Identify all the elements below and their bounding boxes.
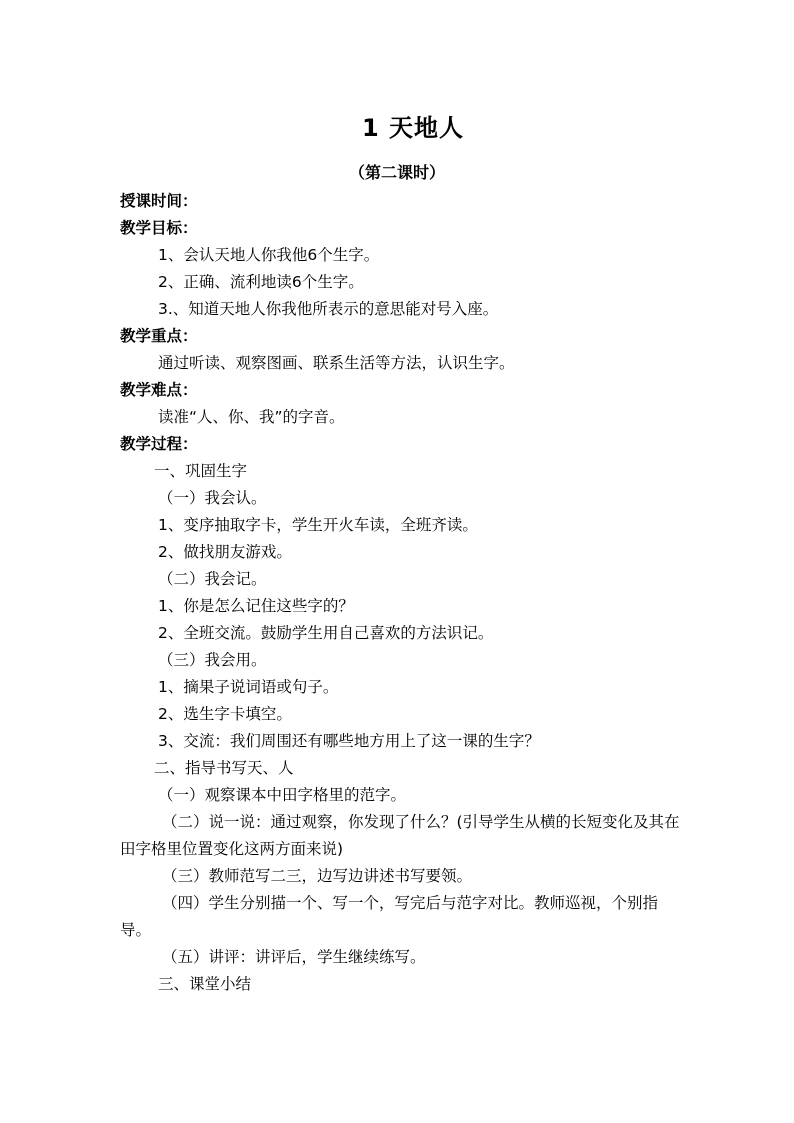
process-subheading: （三）我会用。	[158, 651, 267, 669]
lesson-body	[120, 188, 685, 998]
teaching-time-label: 授课时间：	[120, 192, 198, 210]
teaching-goals-label: 教学目标：	[120, 219, 198, 237]
key-points-text: 通过听读、观察图画、联系生活等方法，认识生字。	[158, 354, 515, 372]
difficulties-text: 读准“人、你、我”的字音。	[158, 408, 345, 426]
process-section-heading: 三、课堂小结	[158, 975, 252, 993]
process-subheading: （一）观察课本中田字格里的范字。	[158, 786, 407, 804]
lesson-subtitle: （第二课时）	[348, 163, 445, 182]
process-step: 2、全班交流。鼓励学生用自己喜欢的方法识记。	[158, 624, 494, 642]
process-step: 2、做找朋友游戏。	[158, 543, 292, 561]
process-step: 1、摘果子说词语或句子。	[158, 678, 339, 696]
goal-item: 2、正确、流利地读6个生字。	[158, 273, 364, 291]
process-subheading: （二）我会记。	[158, 570, 267, 588]
process-subheading: （一）我会认。	[158, 489, 267, 507]
lesson-title: 1 天地人	[361, 114, 465, 142]
process-section-heading: 一、巩固生字	[154, 462, 248, 480]
key-points-label: 教学重点：	[120, 327, 198, 345]
process-step: 3、交流：我们周围还有哪些地方用上了这一课的生字？	[158, 732, 540, 750]
process-paragraph: （三）教师范写二三，边写边讲述书写要领。	[162, 867, 473, 885]
process-paragraph: （四）学生分别描一个、写一个，写完后与范字对比。教师巡视，个别指导。	[120, 894, 659, 939]
goal-item: 1、会认天地人你我他6个生字。	[158, 246, 380, 264]
process-section-heading: 二、指导书写天、人	[154, 759, 294, 777]
process-label: 教学过程：	[120, 435, 198, 453]
process-paragraph: （二）说一说：通过观察，你发现了什么？(引导学生从横的长短变化及其在田字格里位置变化这两方面来说)	[120, 813, 680, 858]
process-paragraph: （五）讲评：讲评后，学生继续练写。	[162, 948, 426, 966]
difficulties-label: 教学难点：	[120, 381, 198, 399]
process-step: 2、选生字卡填空。	[158, 705, 292, 723]
process-step: 1、你是怎么记住这些字的？	[158, 597, 354, 615]
goal-item: 3.、知道天地人你我他所表示的意思能对号入座。	[158, 300, 499, 318]
process-step: 1、变序抽取字卡，学生开火车读，全班齐读。	[158, 516, 478, 534]
